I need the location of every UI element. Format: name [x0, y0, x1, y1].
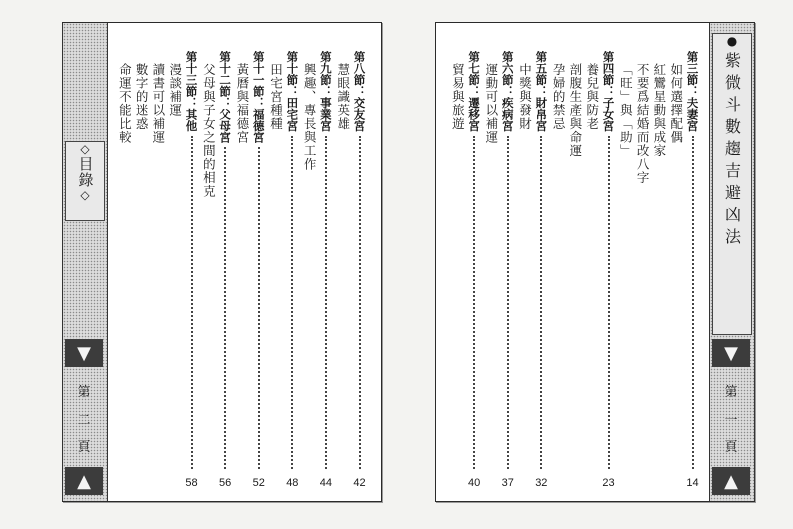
toc-item	[635, 51, 650, 489]
section-title: 第十三節：其他	[184, 51, 199, 132]
page-number: 48	[286, 477, 299, 489]
toc-item	[567, 51, 582, 489]
toc-item	[651, 51, 666, 489]
item-title: 孕婦的禁忌	[551, 63, 567, 131]
item-title: 中獎與發財	[517, 63, 533, 131]
page-label-char: 二	[77, 412, 91, 428]
item-title: 貿易與旅遊	[450, 63, 466, 131]
toc-section	[184, 51, 199, 489]
right-page-number	[712, 381, 750, 459]
page-number: 23	[602, 477, 615, 489]
toc-item	[234, 51, 249, 489]
item-title: 剖腹生產與命運	[567, 63, 583, 158]
item-title: 不要爲結婚而改八字	[635, 63, 651, 185]
chapter-label: 目錄	[76, 156, 95, 188]
item-title: 興趣、專長與工作	[302, 63, 318, 171]
section-title: 第九節：事業宮	[318, 51, 333, 132]
toc-item	[302, 51, 317, 489]
item-title: 運動可以補運	[483, 63, 499, 144]
left-thumb-index	[62, 23, 108, 501]
diamond-icon: ◇	[80, 142, 90, 156]
section-title: 第十二節：父母宮	[218, 51, 233, 143]
toc-item	[335, 51, 350, 489]
right-page	[435, 22, 755, 502]
item-title: 讀書可以補運	[150, 63, 166, 144]
page-number: 32	[535, 477, 548, 489]
chapter-label-box	[65, 141, 105, 221]
toc-item	[268, 51, 283, 489]
right-thumb-index	[709, 23, 755, 501]
triangle-down-icon: ▼	[712, 339, 750, 367]
triangle-up-icon: ▲	[712, 467, 750, 495]
page-number: 40	[467, 477, 481, 489]
dot-leader	[191, 136, 193, 470]
toc-item	[584, 51, 599, 489]
toc-item	[201, 51, 216, 489]
item-title: 黃曆與福德宮	[234, 63, 250, 144]
section-title: 第五節：財帛宮	[534, 51, 549, 132]
section-title: 第八節：交友宮	[352, 51, 367, 132]
page-number: 52	[252, 477, 265, 489]
toc-section	[685, 51, 700, 489]
toc-item	[134, 51, 149, 489]
triangle-down-icon: ▼	[65, 339, 103, 367]
dot-leader	[224, 147, 226, 469]
left-page-number	[65, 381, 103, 459]
toc-item	[551, 51, 566, 489]
item-title: 田宅宮種種	[268, 63, 284, 131]
toc-item	[117, 51, 132, 489]
toc-section	[601, 51, 616, 489]
page-number: 37	[501, 477, 514, 489]
toc-item	[483, 51, 498, 489]
dot-leader	[291, 136, 293, 470]
page-label-char: 一	[724, 412, 738, 428]
page-number: 56	[218, 477, 232, 489]
dot-leader	[507, 136, 509, 470]
toc-section	[218, 51, 233, 489]
section-title: 第四節：子女宮	[601, 51, 616, 132]
toc-item	[150, 51, 165, 489]
page-label-char: 頁	[77, 440, 91, 455]
page-label-char: 頁	[724, 440, 738, 455]
book-title-box	[712, 33, 752, 335]
toc-section	[467, 51, 482, 489]
dot-leader	[258, 147, 260, 469]
section-title: 第六節：疾病宮	[500, 51, 515, 132]
dot-leader	[692, 136, 694, 470]
toc-item	[668, 51, 683, 489]
section-title: 第三節：夫妻宮	[685, 51, 700, 132]
page-number: 44	[319, 477, 333, 489]
item-title: 「旺」與「助」	[618, 63, 634, 158]
section-title: 第十一節：福德宮	[251, 51, 266, 143]
toc-section	[318, 51, 333, 489]
item-title: 數字的迷惑	[134, 63, 150, 131]
toc-section	[285, 51, 300, 489]
toc-section	[534, 51, 549, 489]
toc-item	[450, 51, 465, 489]
item-title: 漫談補運	[167, 63, 183, 117]
page-label-char: 第	[724, 385, 738, 400]
triangle-up-icon: ▲	[65, 467, 103, 495]
item-title: 父母與子女之間的相克	[201, 63, 217, 198]
dot-leader	[473, 136, 475, 470]
section-title: 第十節：田宅宮	[285, 51, 300, 132]
left-page	[62, 22, 382, 502]
page-label-char: 第	[77, 385, 91, 400]
toc-item	[618, 51, 633, 489]
item-title: 如何選擇配偶	[668, 63, 684, 144]
page-number: 58	[185, 477, 198, 489]
toc-section	[500, 51, 515, 489]
toc-section	[352, 51, 367, 489]
diamond-icon: ◇	[80, 188, 90, 202]
toc-section	[251, 51, 266, 489]
circle-icon: ●	[726, 34, 738, 48]
item-title: 命運不能比較	[117, 63, 133, 144]
page-number: 14	[686, 477, 699, 489]
page-number: 42	[353, 477, 366, 489]
item-title: 慧眼識英雄	[335, 63, 351, 131]
dot-leader	[608, 136, 610, 470]
book-title: 紫微斗數趨吉避凶法	[722, 52, 742, 250]
section-title: 第七節：遷移宮	[467, 51, 482, 132]
item-title: 養兒與防老	[584, 63, 600, 131]
toc-item	[517, 51, 532, 489]
toc-item	[167, 51, 182, 489]
dot-leader	[359, 136, 361, 470]
item-title: 紅鸞星動與成家	[651, 63, 667, 158]
dot-leader	[540, 136, 542, 470]
dot-leader	[325, 136, 327, 470]
